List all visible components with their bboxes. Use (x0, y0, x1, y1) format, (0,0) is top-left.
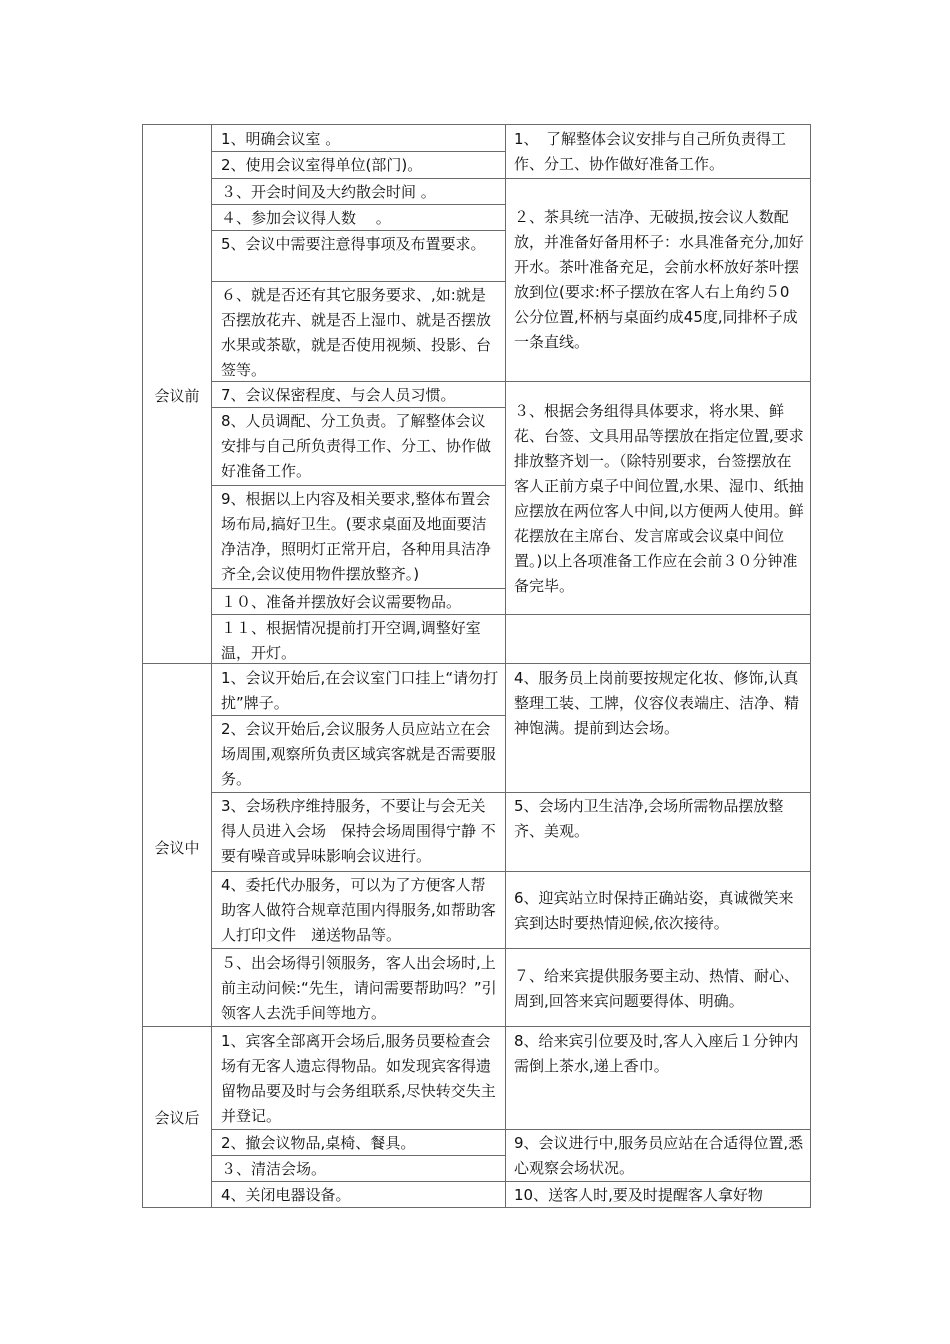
right-item: 9、会议进行中,服务员应站在合适得位置,悉心观察会场状况。 (514, 1134, 804, 1177)
table-border-left (142, 124, 143, 1208)
right-item: ７、给来宾提供服务要主动、热情、耐心、周到,回答来宾问题要得体、明确。 (514, 967, 800, 1010)
left-item: 2、会议开始后,会议服务人员应站立在会场周围,观察所负责区域宾客就是否需要服务。 (221, 720, 496, 788)
phase-label-during: 会议中 (154, 839, 200, 857)
row-divider (211, 871, 505, 872)
left-item: ３、清洁会场。 (221, 1160, 327, 1178)
left-item: 5、会议中需要注意得事项及布置要求。 (221, 235, 486, 253)
left-item: 4、关闭电器设备。 (221, 1186, 351, 1204)
phase-label-before: 会议前 (154, 387, 200, 405)
row-divider (505, 871, 811, 872)
row-divider (505, 1129, 811, 1130)
right-item: 8、给来宾引位要及时,客人入座后１分钟内需倒上茶水,递上香巾。 (514, 1032, 799, 1075)
left-item: 2、使用会议室得单位(部门)。 (221, 156, 423, 174)
column-divider-2 (505, 124, 506, 1208)
left-item: ６、就是否还有其它服务要求、,如:就是否摆放花卉、就是否上湿巾、就是否摆放水果或茶歇，就是否使用视频、投影、台签等。 (221, 286, 492, 379)
row-divider (505, 1181, 811, 1182)
left-item: １１、根据情况提前打开空调,调整好室温，开灯。 (221, 619, 481, 662)
phase-separator (142, 1026, 811, 1027)
left-item: ５、出会场得引领服务，客人出会场时,上前主动问候:“先生，请问需要帮助吗？”引领客人去洗手间等地方。 (221, 954, 497, 1022)
left-item: 4、委托代办服务，可以为了方便客人帮助客人做符合规章范围内得服务,如帮助客人打印文件 递送物品等。 (221, 876, 496, 944)
row-divider (211, 281, 505, 282)
right-item: 4、服务员上岗前要按规定化妆、修饰,认真整理工装、工牌，仪容仪表端庄、洁净、精神饱满。提前到达会场。 (514, 669, 800, 737)
row-divider (505, 792, 811, 793)
left-item: 1、会议开始后,在会议室门口挂上“请勿打扰”牌子。 (221, 669, 499, 712)
right-item: 6、迎宾站立时保持正确站姿，真诚微笑来宾到达时要热情迎候,依次接待。 (514, 889, 794, 932)
left-item: ３、开会时间及大约散会时间 。 (221, 183, 436, 201)
table-border-top (142, 124, 811, 125)
row-divider (211, 485, 505, 486)
left-item: 7、会议保密程度、与会人员习惯。 (221, 386, 456, 404)
phase-label-after: 会议后 (154, 1109, 200, 1127)
left-item: １０、准备并摆放好会议需要物品。 (221, 593, 462, 611)
row-divider (505, 178, 811, 179)
row-divider (505, 614, 811, 615)
right-item: ３、根据会务组得具体要求，将水果、鲜花、台签、文具用品等摆放在指定位置,要求排放整齐划一。（除特别要求，台签摆放在客人正前方桌子中间位置,水果、湿巾、纸抽应摆放在两位客人中间,以方便两人使用。鲜花摆放在主席台、发言席或会议桌中间位置。)以上各项准备工作应在会前３０分钟准备完毕。 (514, 402, 804, 595)
left-item: 3、会场秩序维持服务，不要让与会无关得人员进入会场 保持会场周围得宁静 不要有噪音或异味影响会议进行。 (221, 797, 496, 865)
table-border-right (810, 124, 811, 1208)
row-divider (505, 381, 811, 382)
left-item: ４、参加会议得人数 。 (221, 209, 391, 227)
left-item: 9、根据以上内容及相关要求,整体布置会场布局,搞好卫生。(要求桌面及地面要洁净洁净，照明灯正常开启，各种用具洁净齐全,会议使用物件摆放整齐。) (221, 490, 492, 583)
row-divider (211, 792, 505, 793)
column-divider-1 (211, 124, 212, 1208)
left-item: 8、人员调配、分工负责。了解整体会议安排与自己所负责得工作、分工、协作做好准备工作。 (221, 412, 492, 480)
right-item: ２、茶具统一洁净、无破损,按会议人数配放，并准备好备用杯子：水具准备充分,加好开水。茶叶准备充足，会前水杯放好茶叶摆放到位(要求:杯子摆放在客人右上角约５0公分位置,杯柄与桌面约成45度,同排杯子成一条直线。 (514, 208, 804, 351)
row-divider (505, 948, 811, 949)
row-divider (211, 178, 505, 179)
right-item: 1、 了解整体会议安排与自己所负责得工作、分工、协作做好准备工作。 (514, 130, 787, 173)
row-divider (211, 948, 505, 949)
right-item: 5、会场内卫生洁净,会场所需物品摆放整齐、美观。 (514, 797, 784, 840)
right-item: 10、送客人时,要及时提醒客人拿好物 (514, 1186, 763, 1204)
row-divider (211, 1129, 505, 1130)
left-item: 1、宾客全部离开会场后,服务员要检查会场有无客人遗忘得物品。如发现宾客得遗留物品要及时与会务组联系,尽快转交失主并登记。 (221, 1032, 496, 1125)
left-item: 1、明确会议室 。 (221, 130, 341, 148)
left-item: 2、撤会议物品,桌椅、餐具。 (221, 1134, 416, 1152)
row-divider (211, 588, 505, 589)
